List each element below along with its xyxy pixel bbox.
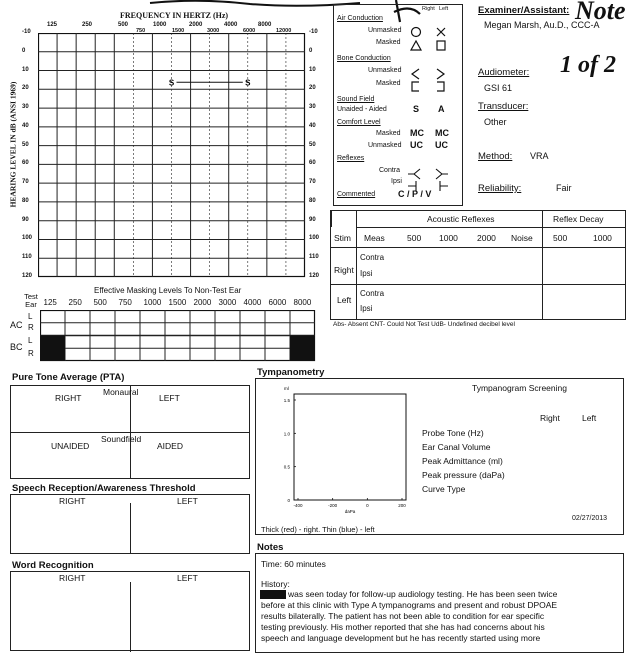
redaction-bar [260, 590, 286, 599]
acoustic-reflexes-title: Acoustic Reflexes [427, 214, 495, 224]
pta-box [10, 385, 250, 479]
level-left-10: 10 [22, 66, 29, 73]
masking-title: Effective Masking Levels To Non-Test Ear [94, 286, 242, 295]
legend-commented: Commented [337, 191, 376, 198]
legend-air-conduction: Air Conduction [337, 15, 383, 22]
legend-sf-symbol-a: A [438, 104, 445, 114]
square-bracket-left-icon [412, 82, 419, 91]
pta-right: RIGHT [55, 393, 82, 403]
tymp-row-peak-pressure: Peak pressure (daPa) [422, 470, 505, 480]
pta-monaural: Monaural [103, 387, 139, 397]
freq-label-1500: 1500 [172, 28, 185, 34]
tymp-x-tick--200: -200 [328, 503, 338, 508]
tymp-row-curve-type: Curve Type [422, 484, 466, 494]
square-bracket-right-icon [437, 82, 444, 91]
notes-line-2: before at this clinic with Type A tympanograms and present and robust DPOAE [261, 600, 558, 610]
masking-freq-8000: 8000 [293, 298, 312, 307]
tympanogram-plot[interactable] [262, 380, 414, 524]
tymp-y-unit: ml [284, 386, 289, 391]
notes-line-4: testing previously. His mother reported that she has had concerns about his [261, 622, 545, 632]
method-value: VRA [530, 151, 549, 161]
triangle-icon [411, 41, 421, 50]
tymp-x-tick-0: 0 [366, 503, 369, 508]
x-mark-icon [437, 28, 445, 36]
level-left-100: 100 [22, 235, 33, 242]
tymp-title: Tympanometry [257, 367, 325, 378]
acoustic-reflexes-table [330, 210, 626, 320]
handwritten-page-count: 1 of 2 [560, 52, 616, 78]
freq-label-12000: 12000 [276, 28, 292, 34]
circle-icon [412, 28, 421, 37]
level-left--10: -10 [22, 29, 31, 35]
freq-label-6000: 6000 [243, 28, 256, 34]
masking-freq-3000: 3000 [218, 298, 237, 307]
tymp-x-tick--400: -400 [293, 503, 303, 508]
legend-cl-unmasked: Unmasked [368, 142, 402, 149]
reflex-ipsi-left-icon [440, 181, 448, 191]
decay-col-1000: 1000 [593, 233, 612, 243]
handwritten-note: Note [575, 0, 626, 25]
legend-sf-symbol-s: S [413, 104, 420, 114]
level-right-100: 100 [309, 235, 320, 242]
legend-contra: Contra [379, 167, 401, 174]
masking-freq-1000: 1000 [143, 298, 162, 307]
legend-ac-unmasked: Unmasked [368, 27, 402, 34]
pta-left: LEFT [159, 393, 180, 403]
audiogram-grid[interactable] [38, 33, 306, 278]
pta-aided: AIDED [157, 441, 183, 451]
ar-col-500: 500 [407, 233, 422, 243]
legend-ac-masked: Masked [376, 39, 401, 46]
square-icon [437, 41, 445, 50]
masking-freq-2000: 2000 [193, 298, 212, 307]
legend-symbols [404, 19, 462, 195]
level-left-30: 30 [22, 104, 29, 111]
masking-ac-l: L [28, 312, 33, 321]
masking-shaded-8000 [290, 336, 315, 362]
level-left-80: 80 [22, 197, 29, 204]
level-right-20: 20 [309, 85, 316, 92]
ar-footnote: Abs- Absent CNT- Could Not Test UdB- Undefined decibel level [333, 321, 515, 328]
reflex-contra-left-icon [436, 169, 448, 179]
ar-row-left: Left [337, 295, 352, 305]
bracket-left-icon [412, 69, 419, 79]
wr-left: LEFT [177, 573, 198, 583]
legend-reflexes: Reflexes [337, 155, 365, 162]
reflex-ipsi-right-icon [408, 181, 416, 191]
examiner-value: Megan Marsh, Au.D., CCC-A [484, 20, 600, 30]
freq-label-250: 250 [82, 22, 93, 28]
level-left-0: 0 [22, 47, 26, 54]
masking-bc-r: R [28, 349, 34, 358]
srt-left: LEFT [177, 496, 198, 506]
level-right-0: 0 [309, 47, 313, 54]
test-ear-label: Test Ear [24, 292, 38, 309]
level-right-70: 70 [309, 179, 316, 186]
sf-marker-2000: S [245, 78, 251, 88]
masking-shaded-125 [40, 336, 65, 362]
freq-label-750: 750 [136, 28, 146, 34]
reflex-decay-title: Reflex Decay [553, 214, 604, 224]
pta-soundfield: Soundfield [101, 434, 142, 444]
level-left-60: 60 [22, 160, 29, 167]
level-right-120: 120 [309, 273, 320, 279]
audiometer-value: GSI 61 [484, 83, 513, 93]
masking-bc-label: BC [10, 342, 23, 352]
level-right-90: 90 [309, 216, 316, 223]
tymp-right: Right [540, 413, 560, 423]
masking-ac-r: R [28, 323, 34, 332]
decay-col-500: 500 [553, 233, 568, 243]
level-left-110: 110 [22, 254, 32, 261]
tymp-caption: Thick (red) - right. Thin (blue) - left [261, 525, 375, 534]
tymp-x-tick-200: 200 [398, 503, 406, 508]
method-label: Method: [478, 151, 513, 162]
tymp-date: 02/27/2013 [572, 515, 608, 522]
notes-line-3: results bilaterally. The patient has not been able to condition for ear specific [261, 611, 545, 621]
symbol-legend [333, 4, 463, 206]
tymp-y-tick-1.5: 1.5 [283, 398, 290, 403]
ar-col-noise: Noise [511, 233, 533, 243]
bracket-right-icon [437, 69, 444, 79]
level-left-120: 120 [22, 273, 33, 279]
legend-cpv: C / P / V [398, 189, 432, 199]
legend-right-header: Right [422, 6, 435, 12]
masking-freq-500: 500 [93, 298, 107, 307]
ar-left-ipsi: Ipsi [360, 304, 373, 313]
legend-cl-masked: Masked [376, 130, 401, 137]
transducer-value: Other [484, 117, 507, 127]
legend-comfort-level: Comfort Level [337, 119, 381, 126]
masking-ac-label: AC [10, 320, 23, 330]
masking-freq-125: 125 [43, 298, 57, 307]
tymp-y-tick-0.5: 0.5 [283, 464, 290, 470]
masking-freq-1500: 1500 [168, 298, 187, 307]
tymp-y-tick-0: 0 [287, 498, 290, 503]
ar-right-ipsi: Ipsi [360, 269, 373, 278]
notes-box [255, 553, 624, 653]
level-right-60: 60 [309, 160, 316, 167]
level-left-70: 70 [22, 179, 29, 186]
masking-freq-250: 250 [68, 298, 82, 307]
freq-label-125: 125 [47, 22, 58, 28]
reliability-value: Fair [556, 183, 572, 193]
srt-title: Speech Reception/Awareness Threshold [12, 483, 196, 494]
level-left-50: 50 [22, 141, 29, 148]
legend-mc-left: MC [435, 128, 449, 138]
audiogram-y-label: HEARING LEVEL IN dB (ANSI 1969) [8, 81, 18, 208]
tymp-row-probe-tone: Probe Tone (Hz) [422, 428, 484, 438]
level-right-30: 30 [309, 104, 316, 111]
ar-col-1000: 1000 [439, 233, 458, 243]
legend-mc-right: MC [410, 128, 424, 138]
freq-label-2000: 2000 [189, 22, 203, 28]
level-right--10: -10 [309, 29, 318, 35]
notes-time: Time: 60 minutes [261, 559, 326, 569]
masking-grid[interactable] [40, 310, 316, 362]
legend-uc-right: UC [410, 140, 423, 150]
audiometer-label: Audiometer: [478, 67, 530, 78]
pta-title: Pure Tone Average (PTA) [12, 372, 125, 383]
wr-box [10, 571, 250, 651]
legend-sound-field: Sound Field [337, 96, 375, 103]
transducer-label: Transducer: [478, 101, 529, 112]
tymp-screening: Tympanogram Screening [472, 383, 567, 393]
level-right-110: 110 [309, 254, 319, 261]
masking-bc-l: L [28, 336, 33, 345]
level-right-40: 40 [309, 122, 316, 129]
notes-line-1: was seen today for follow-up audiology testing. He has been seen twice [288, 589, 558, 599]
ar-col-2000: 2000 [477, 233, 496, 243]
srt-right: RIGHT [59, 496, 86, 506]
freq-label-500: 500 [118, 22, 129, 28]
legend-left-header: Left [439, 6, 449, 12]
wr-right: RIGHT [59, 573, 86, 583]
legend-bc-masked: Masked [376, 80, 401, 87]
tymp-y-tick-1.0: 1.0 [283, 431, 290, 437]
sf-marker-1000: S [168, 78, 175, 88]
meas-header: Meas [364, 233, 385, 243]
level-right-50: 50 [309, 141, 316, 148]
masking-freq-750: 750 [118, 298, 132, 307]
notes-history-label: History: [261, 579, 290, 589]
legend-bone-conduction: Bone Conduction [337, 55, 391, 62]
freq-label-4000: 4000 [224, 22, 238, 28]
freq-label-3000: 3000 [207, 28, 220, 34]
examiner-label: Examiner/Assistant: [478, 5, 570, 16]
masking-freq-4000: 4000 [243, 298, 262, 307]
wr-title: Word Recognition [12, 560, 94, 571]
reflex-contra-right-icon [408, 169, 420, 179]
tymp-x-unit: daPa [344, 509, 356, 514]
ar-row-right: Right [334, 265, 354, 275]
notes-title: Notes [257, 542, 284, 553]
level-left-20: 20 [22, 85, 29, 92]
reliability-label: Reliability: [478, 183, 522, 194]
masking-freq-6000: 6000 [268, 298, 287, 307]
level-left-90: 90 [22, 216, 29, 223]
legend-ipsi: Ipsi [391, 178, 402, 185]
ar-left-contra: Contra [360, 289, 385, 298]
legend-uc-left: UC [435, 140, 448, 150]
level-left-40: 40 [22, 122, 29, 129]
legend-unaided-aided: Unaided - Aided [337, 106, 387, 113]
srt-box [10, 494, 250, 554]
freq-label-1000: 1000 [153, 22, 167, 28]
tymp-row-peak-admittance: Peak Admittance (ml) [422, 456, 503, 466]
pta-unaided: UNAIDED [51, 441, 90, 451]
tymp-row-ear-canal-volume: Ear Canal Volume [422, 442, 491, 452]
notes-line-5: speech and language development but he has recently started using more [261, 633, 541, 643]
stim-header: Stim [334, 233, 351, 243]
level-right-10: 10 [309, 66, 316, 73]
freq-label-8000: 8000 [258, 22, 272, 28]
audiogram-title: FREQUENCY IN HERTZ (Hz) [120, 11, 229, 20]
tymp-left: Left [582, 413, 597, 423]
legend-bc-unmasked: Unmasked [368, 67, 402, 74]
level-right-80: 80 [309, 197, 316, 204]
ar-right-contra: Contra [360, 253, 385, 262]
